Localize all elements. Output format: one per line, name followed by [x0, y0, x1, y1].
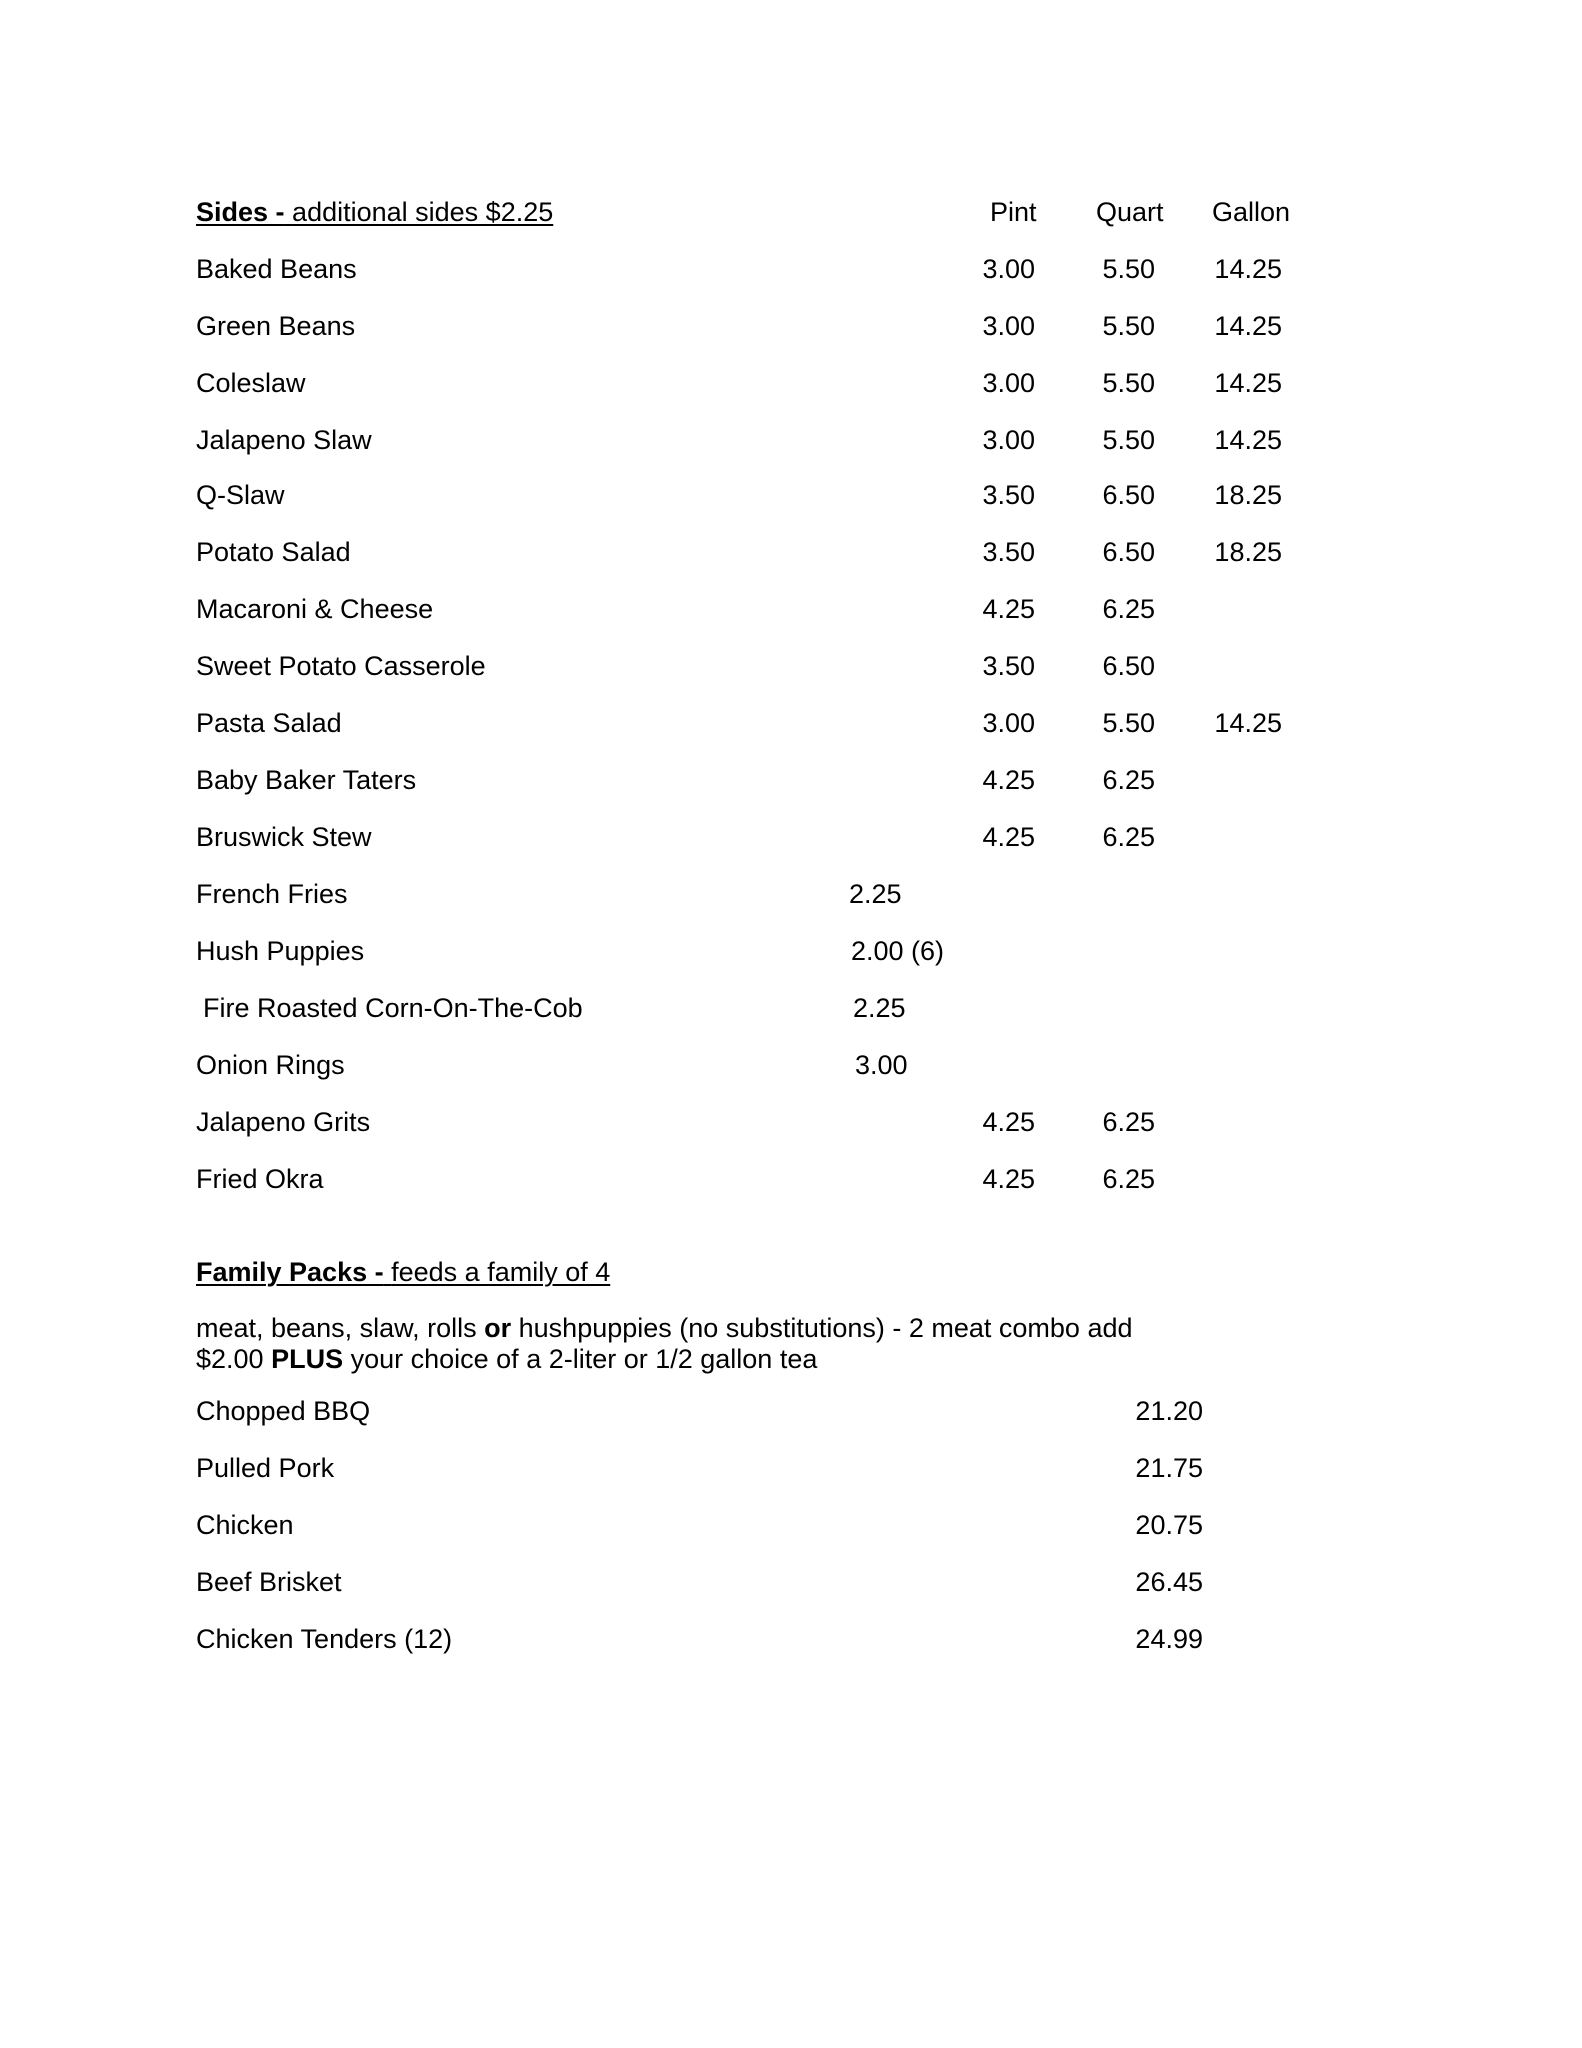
sides-heading: Sides - additional sides $2.25: [196, 197, 554, 227]
family-packs-description: meat, beans, slaw, rolls or hushpuppies (no substitutions) - 2 meat combo add $2.00 PLUS your choice of a 2-liter or 1/2 gallon tea: [196, 1313, 1133, 1374]
family-pack-price: 21.75: [1135, 1453, 1203, 1483]
side-price-pint: 3.50: [982, 480, 1035, 510]
side-price-gallon: 18.25: [1214, 480, 1282, 510]
family-pack-name: Chopped BBQ: [196, 1396, 371, 1426]
side-price-gallon: 14.25: [1214, 254, 1282, 284]
side-price-gallon: 14.25: [1214, 368, 1282, 398]
side-price: 3.00: [855, 1050, 908, 1080]
family-pack-price: 20.75: [1135, 1510, 1203, 1540]
side-item-name: Jalapeno Slaw: [196, 425, 372, 455]
side-item-name: Fire Roasted Corn-On-The-Cob: [203, 993, 583, 1023]
side-item-name: French Fries: [196, 879, 348, 909]
side-price-pint: 4.25: [982, 822, 1035, 852]
side-price-pint: 3.00: [982, 254, 1035, 284]
side-item-name: Potato Salad: [196, 537, 351, 567]
side-price-quart: 6.25: [1102, 765, 1155, 795]
side-price-pint: 4.25: [982, 765, 1035, 795]
family-pack-name: Beef Brisket: [196, 1567, 342, 1597]
side-item-name: Macaroni & Cheese: [196, 594, 434, 624]
side-price-quart: 6.50: [1102, 480, 1155, 510]
side-price-quart: 6.50: [1102, 537, 1155, 567]
side-price-pint: 3.00: [982, 425, 1035, 455]
side-item-name: Sweet Potato Casserole: [196, 651, 486, 681]
side-price-quart: 6.50: [1102, 651, 1155, 681]
side-price-gallon: 14.25: [1214, 425, 1282, 455]
side-price-pint: 3.50: [982, 537, 1035, 567]
side-price-quart: 6.25: [1102, 1164, 1155, 1194]
side-item-name: Pasta Salad: [196, 708, 342, 738]
side-price-quart: 5.50: [1102, 368, 1155, 398]
side-price-pint: 3.00: [982, 368, 1035, 398]
col-header-gallon: Gallon: [1212, 197, 1291, 227]
col-header-pint: Pint: [990, 197, 1037, 227]
side-price-quart: 5.50: [1102, 254, 1155, 284]
family-pack-name: Pulled Pork: [196, 1453, 335, 1483]
side-item-name: Green Beans: [196, 311, 356, 341]
side-price-pint: 4.25: [982, 594, 1035, 624]
family-packs-heading: Family Packs - feeds a family of 4: [196, 1257, 611, 1287]
side-item-name: Coleslaw: [196, 368, 306, 398]
family-pack-name: Chicken Tenders (12): [196, 1624, 453, 1654]
side-price-pint: 3.00: [982, 708, 1035, 738]
side-price-quart: 5.50: [1102, 708, 1155, 738]
family-pack-price: 26.45: [1135, 1567, 1203, 1597]
side-item-name: Baby Baker Taters: [196, 765, 417, 795]
side-price-gallon: 18.25: [1214, 537, 1282, 567]
side-price: 2.25: [849, 879, 902, 909]
side-price-gallon: 14.25: [1214, 311, 1282, 341]
side-price: 2.00 (6): [851, 936, 945, 966]
side-price-quart: 6.25: [1102, 594, 1155, 624]
side-price-pint: 4.25: [982, 1164, 1035, 1194]
side-price-pint: 3.50: [982, 651, 1035, 681]
side-price-quart: 5.50: [1102, 425, 1155, 455]
side-item-name: Q-Slaw: [196, 480, 285, 510]
side-item-name: Bruswick Stew: [196, 822, 372, 852]
family-pack-price: 21.20: [1135, 1396, 1203, 1426]
family-pack-name: Chicken: [196, 1510, 294, 1540]
side-item-name: Onion Rings: [196, 1050, 345, 1080]
side-item-name: Fried Okra: [196, 1164, 324, 1194]
side-price-quart: 5.50: [1102, 311, 1155, 341]
side-price-pint: 3.00: [982, 311, 1035, 341]
col-header-quart: Quart: [1096, 197, 1164, 227]
side-price-quart: 6.25: [1102, 822, 1155, 852]
side-price: 2.25: [853, 993, 906, 1023]
family-pack-price: 24.99: [1135, 1624, 1203, 1654]
side-price-gallon: 14.25: [1214, 708, 1282, 738]
side-item-name: Jalapeno Grits: [196, 1107, 371, 1137]
side-price-quart: 6.25: [1102, 1107, 1155, 1137]
side-item-name: Baked Beans: [196, 254, 357, 284]
side-item-name: Hush Puppies: [196, 936, 365, 966]
side-price-pint: 4.25: [982, 1107, 1035, 1137]
